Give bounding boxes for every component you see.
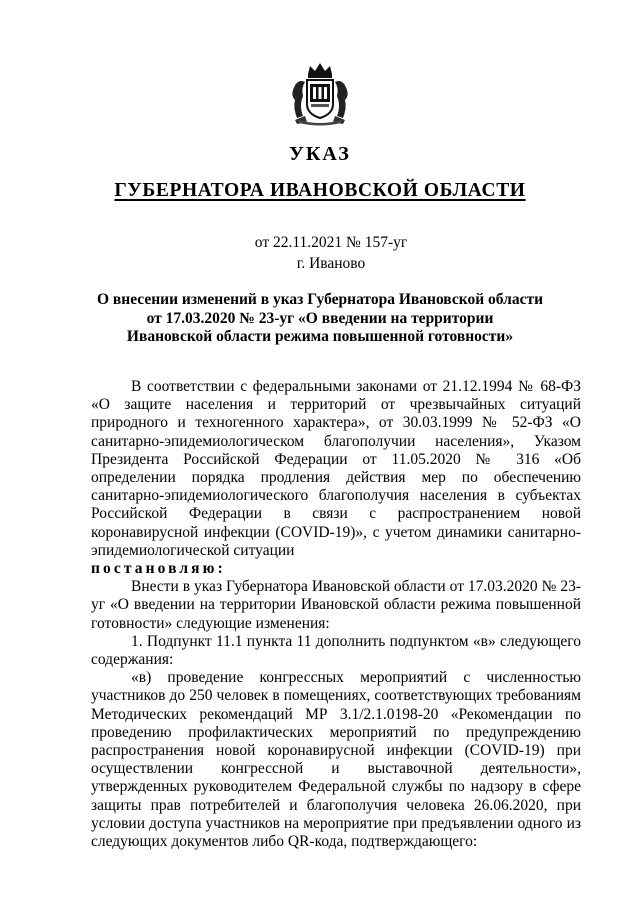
subitem-v-paragraph: «в) проведение конгрессных мероприятий с численностью участников до 250 человек в помещениях, соответствующих требованиям Методических рекомендаций МР 3.1/2.1.0198-20 «Рекомендации по проведению профилактических мероприятий по предупреждению распространения новой коронавирусной инфекции (COVID-19) при осуществлении конгрессной и выставочной деятельности», утвержденных руководителем Федеральной службы по надзору в сфере защиты прав потребителей и благополучия человека 26.06.2020, при условии доступа участников на мероприятие при предъявлении одного из следующих документов либо QR-кода, подтверждающего: bbox=[91, 669, 581, 851]
coat-of-arms-emblem bbox=[291, 60, 349, 126]
subtitle-text: ГУБЕРНАТОРА ИВАНОВСКОЙ ОБЛАСТИ bbox=[114, 180, 526, 201]
amendment-intro-paragraph: Внести в указ Губернатора Ивановской области от 17.03.2020 № 23-уг «О введении на территории Ивановской области режима повышенной готовности» следующие изменения: bbox=[91, 578, 581, 632]
subject-line-3: Ивановской области режима повышенной готовности» bbox=[126, 328, 514, 345]
document-subtitle bbox=[0, 180, 640, 202]
item-1-paragraph: 1. Подпункт 11.1 пункта 11 дополнить подпунктом «в» следующего содержания: bbox=[91, 632, 581, 669]
document-title: УКАЗ bbox=[289, 143, 351, 165]
decree-word-line bbox=[91, 560, 581, 578]
decree-body bbox=[91, 378, 581, 851]
subject-line-1: О внесении изменений в указ Губернатора Ивановской области bbox=[96, 291, 544, 308]
decree-date-number: от 22.11.2021 № 157-уг bbox=[254, 234, 408, 251]
preamble-paragraph bbox=[91, 378, 581, 560]
decree-word: постановляю: bbox=[91, 560, 226, 578]
decree-city: г. Иваново bbox=[296, 255, 366, 272]
decree-subject bbox=[80, 291, 560, 347]
preamble-text: В соответствии с федеральными законами от 21.12.1994 № 68-ФЗ «О защите населения и территорий от чрезвычайных ситуаций природного и техногенного характера», от 30.03.1999 № 52-ФЗ «О санитарно-эпидемиологическом благополучии населения», Указом Президента Российской Федерации от 11.05.2020 № 316 «Об определении порядка продления действия мер по обеспечению санитарно-эпидемиологического благополучия населения в субъектах Российской Федерации в связи с распространением новой коронавирусной инфекции (COVID-19)», с учетом динамики санитарно-эпидемиологической ситуации bbox=[91, 378, 581, 559]
subject-line-2: от 17.03.2020 № 23-уг «О введении на территории bbox=[146, 309, 494, 327]
